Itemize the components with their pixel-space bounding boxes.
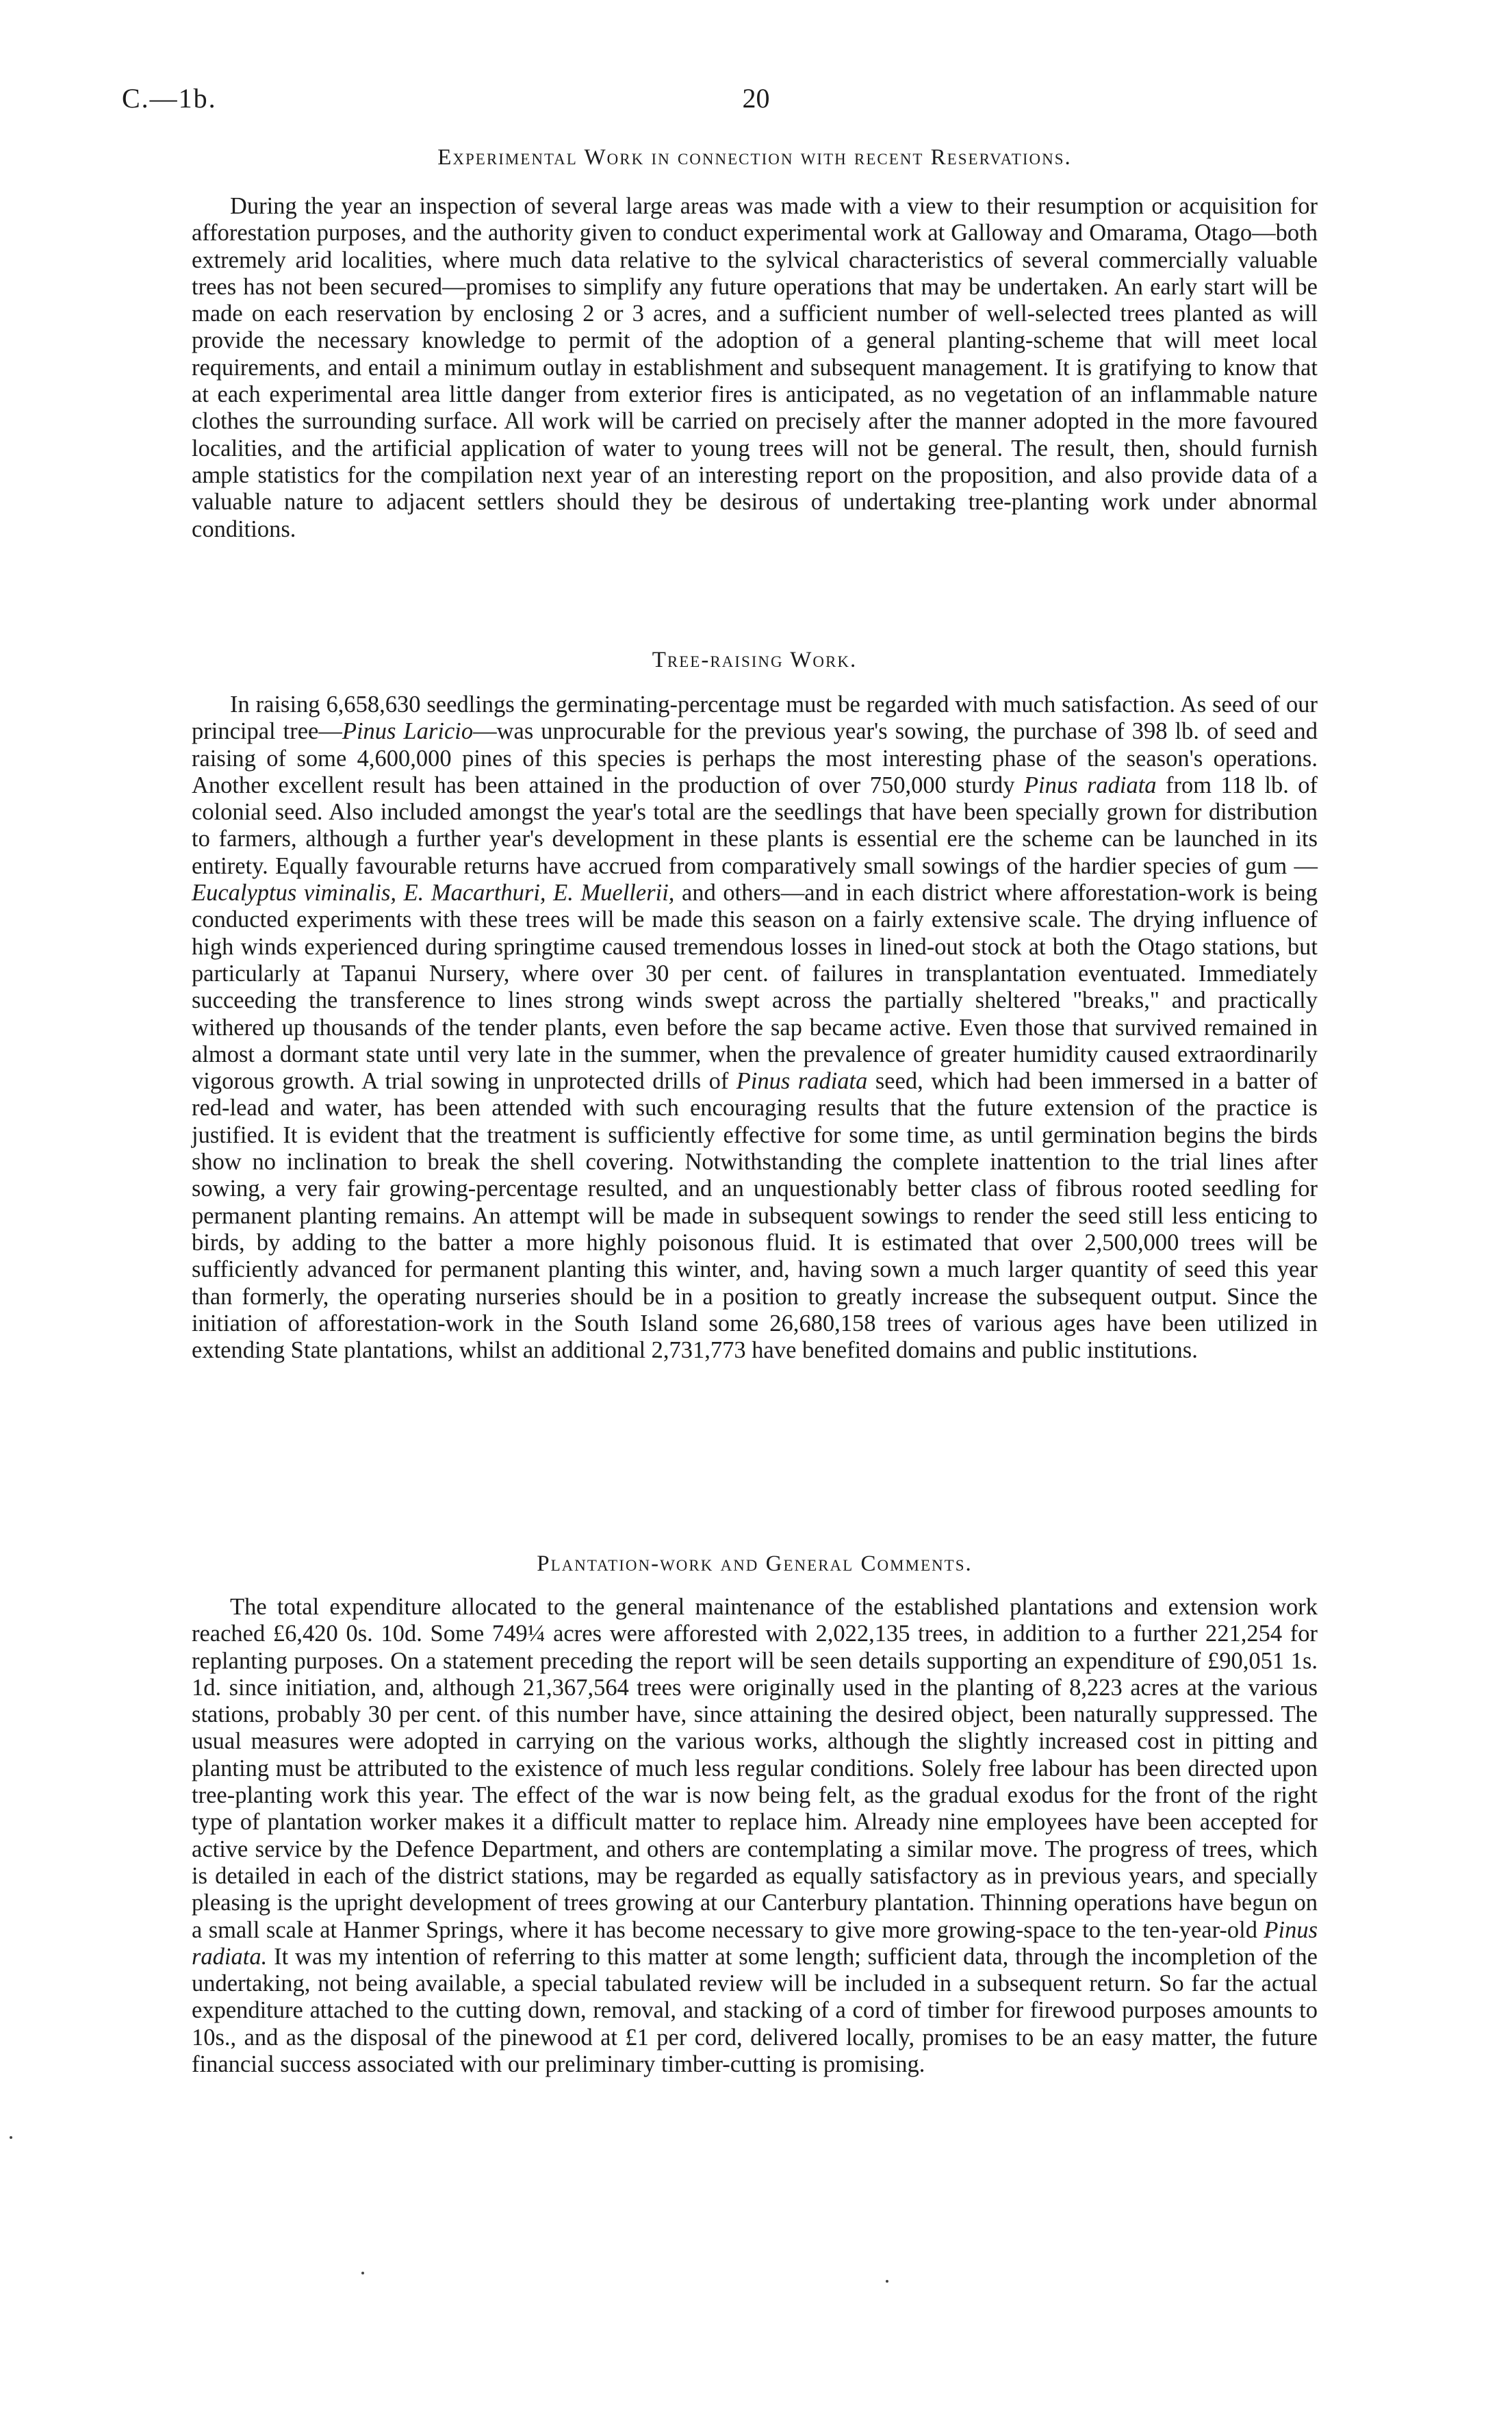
- scan-speck: [886, 2280, 888, 2283]
- scan-speck: [361, 2272, 364, 2274]
- section-heading-experimental-work: Experimental Work in connection with recent Reservations.: [437, 145, 1072, 170]
- text-span: and others—and in each district where afforestation-work is being conducted experiments with these trees will be made this season on a fairly extensive scale. The drying influence of high winds experienced during springtime caused tremendous losses in lined-out stock at both the Otago stations, but particularly at Tapanui Nursery, where over 30 per cent. of failures in transplantation eventuated. Immediately succeeding the transference to lines strong winds swept across the partially sheltered "breaks," and practically withered up thousands of the tender plants, even before the sap became active. Even those that survived remained in almost a dormant state until very late in the summer, when the prevalence of greater humidity caused extraordinarily vigorous growth. A trial sowing in unprotected drills of: [192, 880, 1318, 1095]
- section-heading-plantation-work: Plantation-work and General Comments.: [537, 1551, 973, 1576]
- text-span: seed, which had been immersed in a batter of red-lead and water, has been attended with such encouraging results that the future extension of the practice is justified. It is evident that the treatment is sufficiently effective for some time, as until germination begins the birds show no inclination to break the shell covering. Notwithstanding the complete inattention to the trial lines after sowing, a very fair growing-percentage resulted, and an unquestionably better class of fibrous rooted seedling for permanent planting remains. An attempt will be made in subsequent sowings to render the seed still less enticing to birds, by adding to the batter a more highly poisonous fluid. It is estimated that over 2,500,000 trees will be sufficiently advanced for permanent planting this winter, and, having sown a much larger quantity of seed this year than formerly, the operating nurseries should be in a position to greatly increase the subsequent output. Since the initiation of afforestation-work in the South Island some 26,680,158 trees of various ages have been utilized in extending State plantations, whilst an additional 2,731,773 have benefited domains and public institutions.: [192, 1068, 1318, 1364]
- section-heading-tree-raising: Tree-raising Work.: [652, 648, 858, 672]
- paragraph-plantation-work: [192, 1594, 1318, 2078]
- paragraph-experimental-work: [192, 193, 1318, 543]
- species-name: Pinus radiata: [1023, 772, 1157, 798]
- text-span: During the year an inspection of several large areas was made with a view to their resumption or acquisition for afforestation purposes, and the authority given to conduct experimental work at Galloway and Omarama, Otago—both extremely arid localities, where much data relative to the sylvical characteristics of several commercially valuable trees has not been secured—promises to simplify any future operations that may be undertaken. An early start will be made on each reservation by enclosing 2 or 3 acres, and a sufficient number of well-selected trees planted as will provide the necessary knowledge to permit of the adoption of a general planting-scheme that will meet local requirements, and entail a minimum outlay in establishment and subsequent management. It is gratifying to know that at each experimental area little danger from exterior fires is anticipated, as no vegetation of an inflammable nature clothes the surrounding surface. All work will be carried on precisely after the manner adopted in the more favoured localities, and the artificial application of water to young trees will not be general. The result, then, should furnish ample statistics for the compilation next year of an interesting report on the proposition, and also provide data of a valuable nature to adjacent settlers should they be desirous of undertaking tree-planting work under abnormal conditions.: [192, 193, 1318, 542]
- species-name: Pinus Laricio: [342, 718, 474, 745]
- text-span: In raising 6,658,630 seedlings the germinating-percentage must be regarded with much satisfaction. As seed of our principal tree—: [192, 692, 1318, 745]
- scan-speck: [10, 2136, 12, 2139]
- species-name: Pinus radiata.: [192, 1916, 1318, 1970]
- text-span: It was my intention of referring to this matter at some length; sufficient data, through the incompletion of the undertaking, not being available, a special tabulated review will be included in a subsequent return. So far the actual expenditure attached to the cutting down, removal, and stacking of a cord of timber for firewood purposes amounts to 10s., and as the disposal of the pinewood at £1 per cord, delivered locally, promises to be an easy matter, the future financial success associated with our preliminary timber-cutting is promising.: [192, 1943, 1318, 2078]
- text-span: from 118 lb. of colonial seed. Also included amongst the year's total are the seedlings that have been specially grown for distribution to farmers, although a further year's development in these plants is essential ere the scheme can be launched in its entirety. Equally favourable returns have accrued from comparatively small sowings of the hardier species of gum —: [192, 772, 1318, 879]
- text-span: The total expenditure allocated to the general maintenance of the established plantations and extension work reached £6,420 0s. 10d. Some 749¼ acres were afforested with 2,022,135 trees, in addition to a further 221,254 for replanting purposes. On a statement preceding the report will be seen details supporting an expenditure of £90,051 1s. 1d. since initiation, and, although 21,367,564 trees were originally used in the planting of 8,223 acres at the various stations, probably 30 per cent. of this number have, since attaining the desired object, been naturally suppressed. The usual measures were adopted in carrying on the various works, although the slightly increased cost in pitting and planting must be attributed to the existence of much less regular conditions. Solely free labour has been directed upon tree-planting work this year. The effect of the war is now being felt, as the gradual exodus for the front of the right type of plantation worker makes it a difficult matter to replace him. Already nine employees have been accepted for active service by the Defence Department, and others are contemplating a similar move. The progress of trees, which is detailed in each of the district stations, may be regarded as equally satisfactory as in previous years, and specially pleasing is the upright development of trees growing at our Canterbury plantation. Thinning operations have begun on a small scale at Hanmer Springs, where it has become necessary to give more growing-space to the ten-year-old: [192, 1594, 1318, 1943]
- species-name: Pinus radiata: [736, 1068, 868, 1095]
- running-head: [122, 82, 1390, 123]
- document-reference: C.—1b.: [122, 83, 217, 114]
- page-number: 20: [742, 83, 770, 114]
- species-name: Eucalyptus viminalis, E. Macarthuri, E. Muellerii,: [192, 880, 675, 906]
- paragraph-tree-raising: [192, 692, 1318, 1364]
- text-span: —was unprocurable for the previous year's sowing, the purchase of 398 lb. of seed and raising of some 4,600,000 pines of this species is perhaps the most interesting phase of the season's operations. Another excellent result has been attained in the production of over 750,000 sturdy: [192, 718, 1318, 798]
